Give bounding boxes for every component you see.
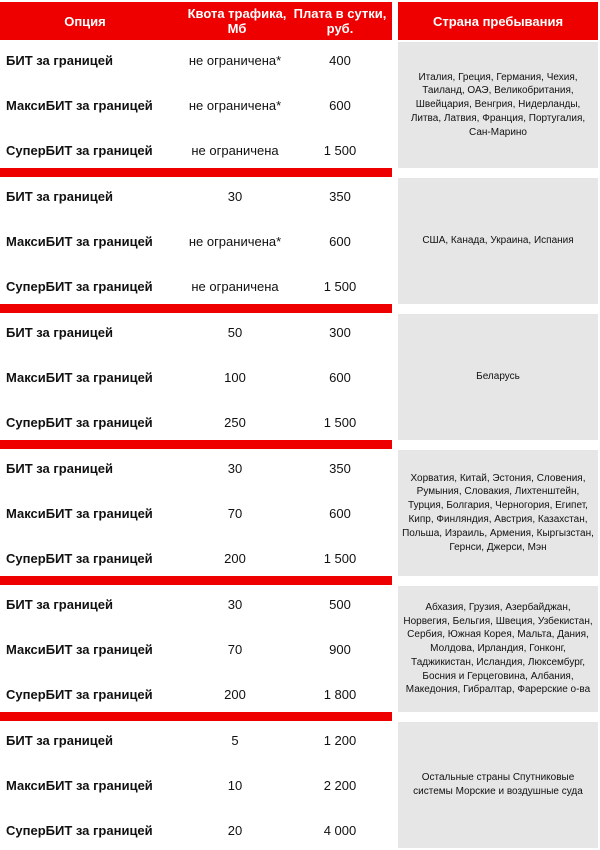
option-name: СуперБИТ за границей xyxy=(6,142,153,158)
daily-price: 500 xyxy=(329,596,351,612)
option-name: БИТ за границей xyxy=(6,188,114,204)
table-row xyxy=(0,820,392,840)
group-separator xyxy=(0,712,392,721)
country-list-text: Остальные страны Спутниковые системы Морские и воздушные суда xyxy=(413,772,583,797)
country-list-text: Беларусь xyxy=(476,371,520,383)
table-row xyxy=(0,322,392,342)
option-name: БИТ за границей xyxy=(6,52,114,68)
table-row xyxy=(0,458,392,478)
header-country: Страна пребывания xyxy=(398,2,598,40)
country-list xyxy=(398,722,598,848)
group-separator xyxy=(0,168,392,177)
header-option: Опция xyxy=(64,13,106,29)
daily-price: 1 500 xyxy=(323,142,357,158)
daily-price: 400 xyxy=(329,52,351,68)
option-name: СуперБИТ за границей xyxy=(6,686,153,702)
group-separator xyxy=(0,576,392,585)
group-separator xyxy=(0,304,392,313)
option-name: МаксиБИТ за границей xyxy=(6,233,153,249)
daily-price: 4 000 xyxy=(323,822,357,838)
table-row xyxy=(0,775,392,795)
daily-price: 1 200 xyxy=(323,732,357,748)
traffic-quota: 70 xyxy=(227,505,243,521)
country-list-text: Италия, Греция, Германия, Чехия, Таиланд, ОАЭ, Великобритания, Швейцария, Венгрия, Нидерланды, Литва, Латвия, Франция, Португалия, Сан-Марино xyxy=(410,71,586,138)
traffic-quota: 50 xyxy=(227,324,243,340)
option-name: БИТ за границей xyxy=(6,732,114,748)
option-name: МаксиБИТ за границей xyxy=(6,641,153,657)
daily-price: 350 xyxy=(329,188,351,204)
daily-price: 1 800 xyxy=(323,686,357,702)
daily-price: 1 500 xyxy=(323,278,357,294)
traffic-quota: 30 xyxy=(227,596,243,612)
option-name: МаксиБИТ за границей xyxy=(6,777,153,793)
traffic-quota: не ограничена xyxy=(191,278,279,294)
header-price: Плата в сутки, руб. xyxy=(293,6,387,36)
daily-price: 600 xyxy=(329,505,351,521)
option-name: СуперБИТ за границей xyxy=(6,278,153,294)
option-name: МаксиБИТ за границей xyxy=(6,97,153,113)
option-name: БИТ за границей xyxy=(6,324,114,340)
traffic-quota: 250 xyxy=(224,414,246,430)
country-list-text: Хорватия, Китай, Эстония, Словения, Румыния, Словакия, Лихтенштейн, Турция, Болгария, Черногория, Египет, Кипр, Финляндия, Австрия, Казахстан, Польша, Израиль, Армения, Кыргызстан, Гернси, Джерси, Мэн xyxy=(402,472,594,553)
traffic-quota: 10 xyxy=(227,777,243,793)
traffic-quota: 30 xyxy=(227,460,243,476)
header-quota: Квота трафика, Мб xyxy=(187,6,287,36)
country-list-text: США, Канада, Украина, Испания xyxy=(422,235,574,247)
traffic-quota: не ограничена* xyxy=(188,52,282,68)
country-list xyxy=(398,178,598,304)
traffic-quota: 200 xyxy=(224,550,246,566)
table-row xyxy=(0,231,392,251)
daily-price: 600 xyxy=(329,97,351,113)
daily-price: 600 xyxy=(329,233,351,249)
table-row xyxy=(0,412,392,432)
daily-price: 2 200 xyxy=(323,777,357,793)
traffic-quota: не ограничена* xyxy=(188,233,282,249)
country-list xyxy=(398,42,598,168)
table-header xyxy=(0,2,392,40)
table-row xyxy=(0,639,392,659)
table-row xyxy=(0,503,392,523)
country-list xyxy=(398,314,598,440)
table-row xyxy=(0,548,392,568)
option-name: МаксиБИТ за границей xyxy=(6,369,153,385)
table-row xyxy=(0,186,392,206)
traffic-quota: 5 xyxy=(231,732,239,748)
table-row xyxy=(0,95,392,115)
group-separator xyxy=(0,440,392,449)
daily-price: 300 xyxy=(329,324,351,340)
daily-price: 600 xyxy=(329,369,351,385)
traffic-quota: не ограничена xyxy=(191,142,279,158)
table-row xyxy=(0,594,392,614)
traffic-quota: 100 xyxy=(224,369,246,385)
daily-price: 1 500 xyxy=(323,414,357,430)
option-name: СуперБИТ за границей xyxy=(6,822,153,838)
daily-price: 1 500 xyxy=(323,550,357,566)
option-name: МаксиБИТ за границей xyxy=(6,505,153,521)
country-list-text: Абхазия, Грузия, Азербайджан, Норвегия, Бельгия, Швеция, Узбекистан, Сербия, Южная Корея, Мальта, Дания, Молдова, Ирландия, Гонконг, Таджикистан, Исландия, Люксембург, Босния и Герцеговина, Албания, Македония, Гибралтар, Фарерские о-ва xyxy=(403,601,593,696)
country-list xyxy=(398,450,598,576)
table-row xyxy=(0,684,392,704)
option-name: БИТ за границей xyxy=(6,460,114,476)
traffic-quota: не ограничена* xyxy=(188,97,282,113)
traffic-quota: 200 xyxy=(224,686,246,702)
table-row xyxy=(0,140,392,160)
option-name: СуперБИТ за границей xyxy=(6,414,153,430)
daily-price: 350 xyxy=(329,460,351,476)
table-row xyxy=(0,367,392,387)
traffic-quota: 70 xyxy=(227,641,243,657)
table-row xyxy=(0,50,392,70)
option-name: СуперБИТ за границей xyxy=(6,550,153,566)
country-list xyxy=(398,586,598,712)
traffic-quota: 20 xyxy=(227,822,243,838)
option-name: БИТ за границей xyxy=(6,596,114,612)
daily-price: 900 xyxy=(329,641,351,657)
table-row xyxy=(0,730,392,750)
table-row xyxy=(0,276,392,296)
traffic-quota: 30 xyxy=(227,188,243,204)
